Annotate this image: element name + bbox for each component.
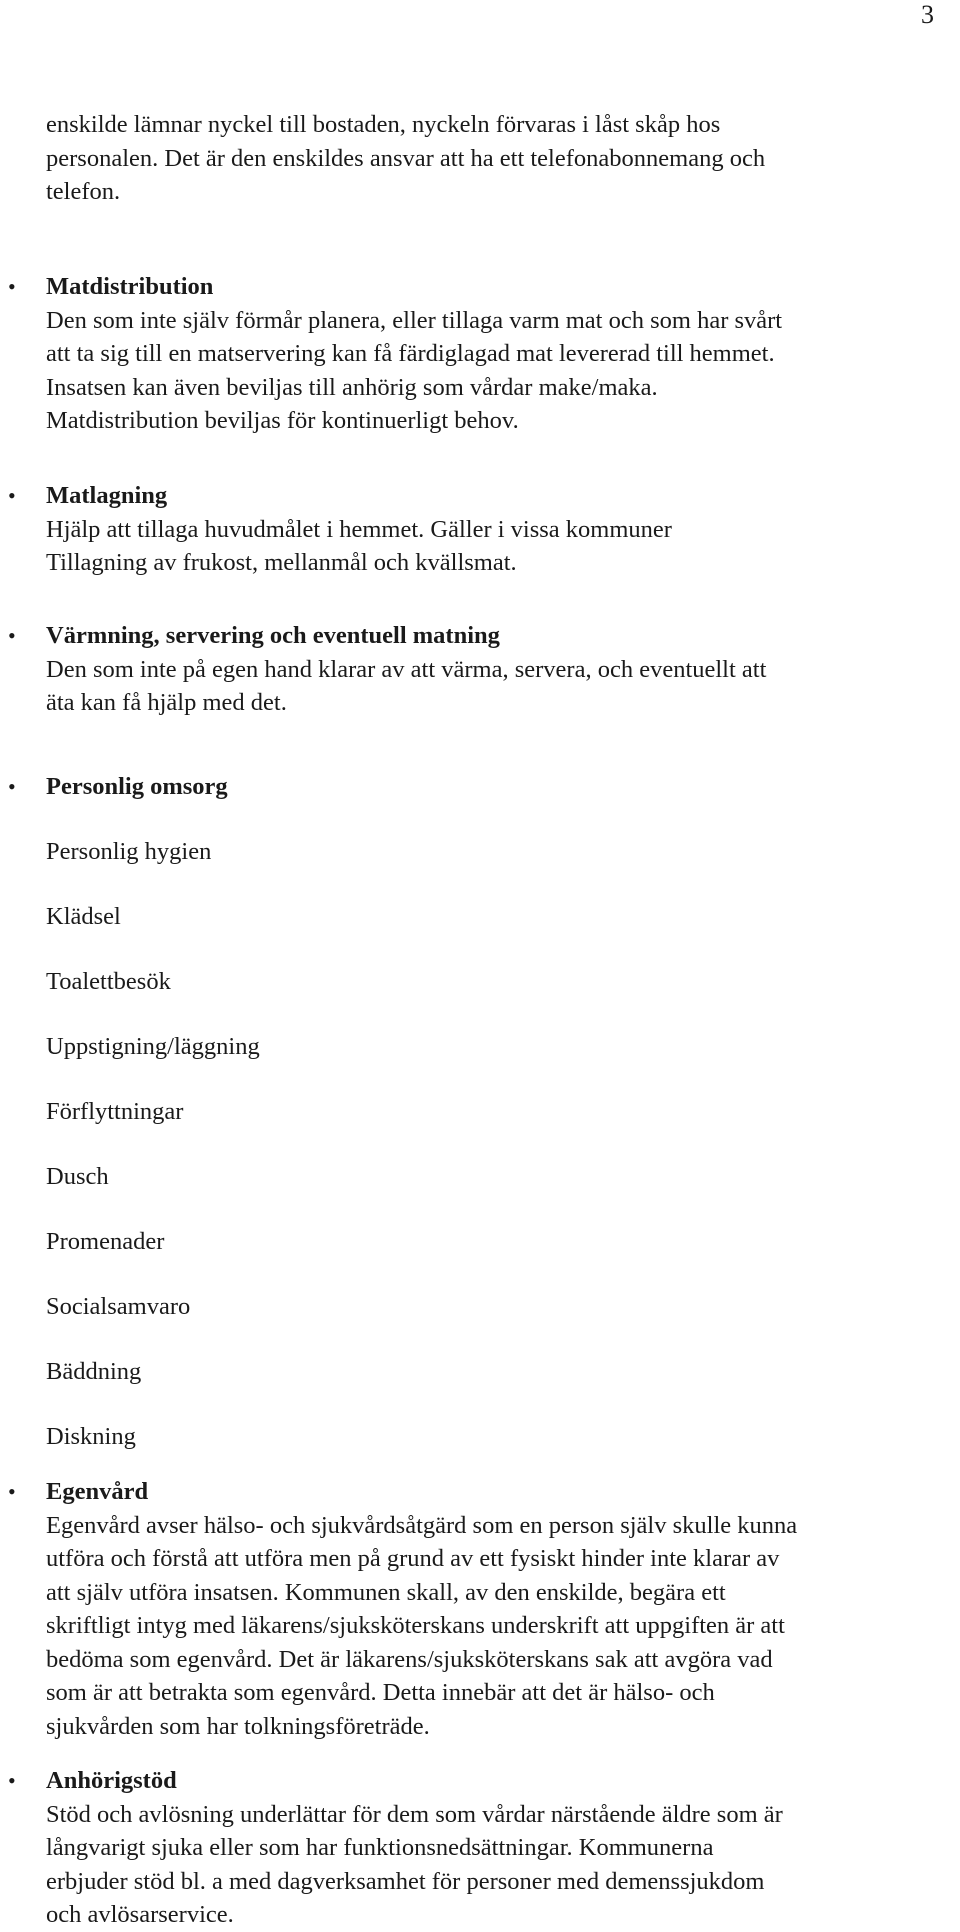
bullet-icon: • [8, 483, 16, 508]
list-item: Diskning [46, 1423, 136, 1450]
list-item: Promenader [46, 1228, 165, 1255]
bullet-icon: • [8, 274, 16, 299]
text-line: sjukvården som har tolkningsföreträde. [46, 1712, 430, 1740]
section-heading: Personlig omsorg [46, 773, 228, 800]
section-body [46, 1764, 956, 1932]
section-body [46, 479, 956, 580]
text-line: bedöma som egenvård. Det är läkarens/sjuksköterskans sak att avgöra vad [46, 1645, 773, 1673]
text-line: att själv utföra insatsen. Kommunen skall, av den enskilde, begära ett [46, 1578, 726, 1606]
text-line: enskilde lämnar nyckel till bostaden, nyckeln förvaras i låst skåp hos [46, 111, 721, 138]
list-item: Klädsel [46, 903, 121, 930]
text-line: Matdistribution beviljas för kontinuerligt behov. [46, 407, 519, 434]
text-line: Den som inte på egen hand klarar av att värma, servera, och eventuellt att [46, 655, 767, 683]
text-line: telefon. [46, 178, 121, 205]
text-line: Den som inte själv förmår planera, eller tillaga varm mat och som har svårt [46, 306, 783, 334]
text-line: långvarigt sjuka eller som har funktionsnedsättningar. Kommunerna [46, 1834, 714, 1861]
list-item: Förflyttningar [46, 1098, 184, 1125]
text-line: som är att betrakta som egenvård. Detta innebär att det är hälso- och [46, 1679, 715, 1706]
section-heading: Matlagning [46, 482, 168, 509]
text-line: Tillagning av frukost, mellanmål och kvällsmat. [46, 549, 517, 576]
text-line: och avlösarservice. [46, 1901, 234, 1928]
list-item: Dusch [46, 1163, 109, 1190]
section-heading: Matdistribution [46, 273, 214, 300]
list-item: Bäddning [46, 1358, 142, 1385]
section-heading: Egenvård [46, 1478, 149, 1505]
text-line: att ta sig till en matservering kan få färdiglagad mat levererad till hemmet. [46, 340, 775, 367]
text-line: erbjuder stöd bl. a med dagverksamhet för personer med demenssjukdom [46, 1867, 765, 1895]
bullet-icon: • [8, 1768, 16, 1793]
list-item: Socialsamvaro [46, 1293, 191, 1320]
text-line: Hjälp att tillaga huvudmålet i hemmet. Gäller i vissa kommuner [46, 515, 672, 543]
bullet-icon: • [8, 1479, 16, 1504]
text-line: utföra och förstå att utföra men på grund av ett fysiskt hinder inte klarar av [46, 1545, 780, 1572]
bullet-icon: • [8, 623, 16, 648]
section-heading: Anhörigstöd [46, 1767, 177, 1794]
text-line: Stöd och avlösning underlättar för dem som vårdar närstående äldre som är [46, 1800, 783, 1828]
section-body [46, 270, 956, 438]
text-line: skriftligt intyg med läkarens/sjuksköterskans underskrift att uppgiften är att [46, 1612, 785, 1639]
page-number: 3 [921, 0, 934, 29]
section-body [46, 619, 956, 720]
text-line: äta kan få hjälp med det. [46, 689, 287, 716]
list-item: Personlig hygien [46, 838, 212, 865]
intro-paragraph [46, 108, 956, 209]
text-line: Insatsen kan även beviljas till anhörig som vårdar make/maka. [46, 373, 658, 401]
list-item: Uppstigning/läggning [46, 1033, 260, 1060]
text-line: personalen. Det är den enskildes ansvar att ha ett telefonabonnemang och [46, 144, 766, 172]
bullet-icon: • [8, 774, 16, 799]
section-heading: Värmning, servering och eventuell matning [46, 622, 500, 649]
list-item: Toalettbesök [46, 968, 171, 995]
text-line: Egenvård avser hälso- och sjukvårdsåtgärd som en person själv skulle kunna [46, 1511, 798, 1539]
section-body [46, 1475, 956, 1743]
